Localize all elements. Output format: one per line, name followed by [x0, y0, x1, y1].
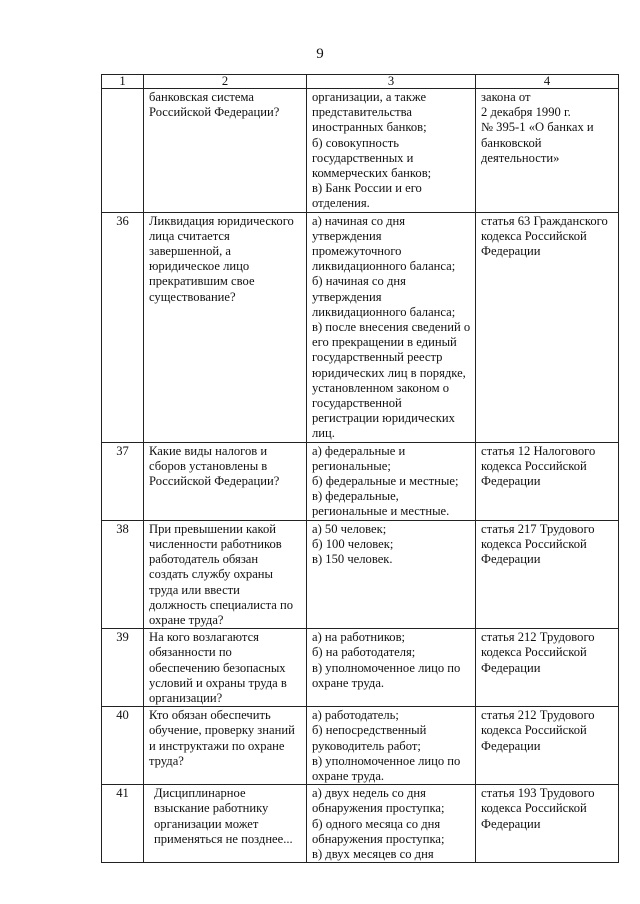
question-line: прекратившим свое: [149, 274, 255, 289]
answers-line: юридических лиц в порядке,: [312, 365, 466, 380]
question-line: численности работников: [149, 536, 282, 551]
answers-line: в) Банк России и его: [312, 181, 422, 196]
source-cell: [476, 442, 619, 520]
source-line: закона от: [481, 90, 531, 104]
answers-line: коммерческих банков;: [312, 166, 432, 181]
source-line: Федерации: [481, 816, 541, 831]
answers-line: в) уполномоченное лицо по: [312, 660, 461, 675]
table-row: [102, 629, 619, 707]
answers-line: в) уполномоченное лицо по: [312, 753, 461, 768]
answers-cell: [307, 89, 476, 213]
source-line: Федерации: [481, 660, 541, 675]
source-line: кодекса Российской: [481, 228, 587, 243]
question-line: лица считается: [149, 228, 230, 243]
question-line: труда или ввести: [149, 582, 240, 597]
source-line: Федерации: [481, 738, 541, 753]
table-row: [102, 707, 619, 785]
table-row: [102, 520, 619, 628]
source-line: кодекса Российской: [481, 723, 587, 738]
source-line: № 395-1 «О банках и: [481, 120, 594, 135]
answers-line: руководитель работ;: [312, 738, 421, 753]
answers-cell: [307, 785, 476, 863]
question-line: банковская система: [149, 90, 254, 104]
answers-line: б) совокупность: [312, 135, 399, 150]
question-cell: [144, 212, 307, 442]
answers-line: ликвидационного баланса;: [312, 304, 456, 319]
answers-line: а) федеральные и: [312, 443, 406, 458]
row-number-cell: 36: [102, 212, 144, 442]
table-row: [102, 442, 619, 520]
question-line: обучение, проверку знаний: [149, 723, 295, 738]
answers-cell: [307, 442, 476, 520]
question-line: должность специалиста по: [149, 597, 294, 612]
source-line: Федерации: [481, 474, 541, 489]
question-line: взыскание работнику: [154, 801, 269, 816]
answers-line: б) 100 человек;: [312, 536, 394, 551]
question-line: организации?: [149, 690, 223, 705]
source-line: статья 63 Гражданского: [481, 213, 608, 228]
questions-table: [101, 74, 619, 863]
source-line: кодекса Российской: [481, 801, 587, 816]
table-row: [102, 212, 619, 442]
question-line: существование?: [149, 289, 236, 304]
answers-line: промежуточного: [312, 244, 402, 259]
question-line: работодатель обязан: [149, 552, 259, 567]
answers-line: в) федеральные,: [312, 489, 399, 504]
source-cell: [476, 785, 619, 863]
question-line: обеспечению безопасных: [149, 660, 286, 675]
answers-line: организации, а также: [312, 90, 427, 104]
question-line: создать службу охраны: [149, 567, 273, 582]
table-row: [102, 89, 619, 213]
question-line: На кого возлагаются: [149, 630, 259, 645]
answers-line: его прекращении в единый: [312, 335, 457, 350]
answers-cell: [307, 212, 476, 442]
source-line: статья 193 Трудового: [481, 786, 595, 801]
question-line: обязанности по: [149, 645, 232, 660]
header-cell-2: 2: [144, 75, 307, 89]
question-line: Российской Федерации?: [149, 474, 280, 489]
answers-line: утверждения: [312, 228, 382, 243]
answers-line: охране труда.: [312, 768, 385, 783]
row-number-cell: [102, 89, 144, 213]
question-line: завершенной, а: [149, 244, 232, 259]
answers-line: лиц.: [312, 426, 335, 441]
question-line: условий и охраны труда в: [149, 675, 287, 690]
header-cell-1: 1: [102, 75, 144, 89]
answers-line: охране труда.: [312, 675, 385, 690]
question-cell: [144, 707, 307, 785]
question-line: сборов установлены в: [149, 458, 268, 473]
source-line: статья 212 Трудового: [481, 630, 595, 645]
answers-line: а) двух недель со дня: [312, 786, 426, 801]
header-cell-4: 4: [476, 75, 619, 89]
answers-line: обнаружения проступка;: [312, 831, 445, 846]
answers-line: государственных и: [312, 150, 414, 165]
source-line: Федерации: [481, 552, 541, 567]
question-line: применяться не позднее...: [154, 831, 293, 846]
answers-line: регистрации юридических: [312, 411, 455, 426]
question-line: При превышении какой: [149, 521, 277, 536]
answers-cell: [307, 520, 476, 628]
source-cell: [476, 212, 619, 442]
answers-line: б) федеральные и местные;: [312, 474, 459, 489]
source-cell: [476, 629, 619, 707]
source-cell: [476, 707, 619, 785]
table-row: [102, 785, 619, 863]
source-line: статья 212 Трудового: [481, 708, 595, 723]
question-cell: [144, 629, 307, 707]
header-cell-3: 3: [307, 75, 476, 89]
question-line: труда?: [149, 753, 184, 768]
answers-line: государственный реестр: [312, 350, 443, 365]
row-number-cell: 40: [102, 707, 144, 785]
answers-line: а) на работников;: [312, 630, 406, 645]
answers-line: а) начиная со дня: [312, 213, 406, 228]
answers-cell: [307, 629, 476, 707]
question-cell: [144, 442, 307, 520]
answers-line: б) одного месяца со дня: [312, 816, 441, 831]
answers-line: региональные;: [312, 458, 391, 473]
answers-line: региональные и местные.: [312, 504, 450, 519]
question-line: Какие виды налогов и: [149, 443, 268, 458]
source-cell: [476, 520, 619, 628]
row-number-cell: 37: [102, 442, 144, 520]
row-number-cell: 39: [102, 629, 144, 707]
answers-cell: [307, 707, 476, 785]
answers-line: ликвидационного баланса;: [312, 259, 456, 274]
source-line: 2 декабря 1990 г.: [481, 105, 571, 120]
source-line: статья 12 Налогового: [481, 443, 596, 458]
question-line: Кто обязан обеспечить: [149, 708, 271, 723]
row-number-cell: 41: [102, 785, 144, 863]
answers-line: а) работодатель;: [312, 708, 399, 723]
question-line: Российской Федерации?: [149, 105, 280, 120]
page-number: 9: [316, 46, 324, 62]
answers-line: государственной: [312, 396, 402, 411]
answers-line: в) после внесения сведений о: [312, 320, 471, 335]
source-line: кодекса Российской: [481, 536, 587, 551]
table-body: [102, 75, 619, 863]
answers-line: в) двух месяцев со дня: [312, 846, 434, 861]
answers-line: установленном законом о: [312, 380, 450, 395]
answers-line: в) 150 человек.: [312, 552, 393, 567]
answers-line: б) начиная со дня: [312, 274, 406, 289]
question-line: организации может: [154, 816, 259, 831]
answers-line: б) непосредственный: [312, 723, 427, 738]
source-line: деятельности»: [481, 150, 560, 165]
question-cell: [144, 520, 307, 628]
answers-line: обнаружения проступка;: [312, 801, 445, 816]
question-cell: [144, 89, 307, 213]
source-line: Федерации: [481, 244, 541, 259]
question-line: охране труда?: [149, 612, 224, 627]
row-number-cell: 38: [102, 520, 144, 628]
source-line: банковской: [481, 135, 542, 150]
answers-line: иностранных банков;: [312, 120, 427, 135]
source-line: кодекса Российской: [481, 645, 587, 660]
question-line: юридическое лицо: [149, 259, 250, 274]
answers-line: представительства: [312, 105, 412, 120]
answers-line: а) 50 человек;: [312, 521, 387, 536]
question-line: Ликвидация юридического: [149, 213, 294, 228]
table-header-row: [102, 75, 619, 89]
source-line: статья 217 Трудового: [481, 521, 595, 536]
answers-line: б) на работодателя;: [312, 645, 416, 660]
source-line: кодекса Российской: [481, 458, 587, 473]
answers-line: утверждения: [312, 289, 382, 304]
source-cell: [476, 89, 619, 213]
question-line: Дисциплинарное: [154, 786, 246, 801]
answers-line: отделения.: [312, 196, 370, 211]
question-cell: [144, 785, 307, 863]
question-line: и инструктажи по охране: [149, 738, 285, 753]
